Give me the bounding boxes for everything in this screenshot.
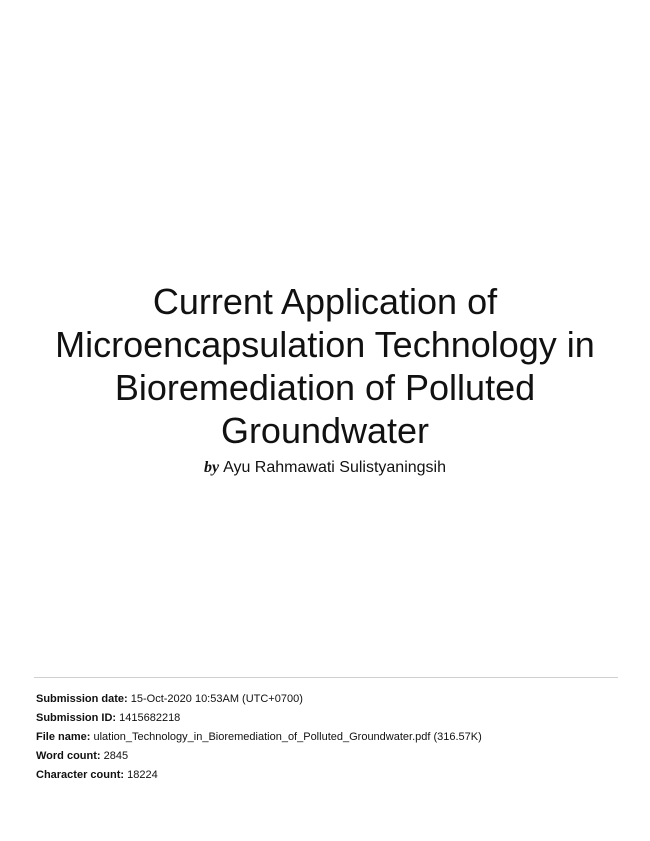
submission-date-value: 15-Oct-2020 10:53AM (UTC+0700) [130, 693, 303, 705]
character-count-label: Character count: [36, 769, 125, 781]
file-name-label: File name: [36, 731, 91, 743]
submission-id-label: Submission ID: [36, 712, 117, 724]
submission-id-value: 1415682218 [119, 712, 181, 724]
submission-date-label: Submission date: [36, 693, 128, 705]
word-count-row [36, 747, 482, 766]
word-count-label: Word count: [36, 750, 101, 762]
byline-prefix: by [203, 459, 220, 476]
title-block [30, 280, 620, 478]
divider [34, 677, 618, 678]
submission-id-row [36, 709, 482, 728]
submission-date-row [36, 690, 482, 709]
character-count-row [36, 766, 482, 785]
document-title: Current Application of Microencapsulation Technology in Bioremediation of Polluted Groundwater [55, 281, 595, 451]
submission-info [36, 690, 482, 785]
author-name: Ayu Rahmawati Sulistyaningsih [223, 459, 447, 476]
character-count-value: 18224 [127, 769, 158, 781]
file-name-value: ulation_Technology_in_Bioremediation_of_Polluted_Groundwater.pdf (316.57K) [93, 731, 482, 743]
file-name-row [36, 728, 482, 747]
byline [30, 458, 620, 478]
word-count-value: 2845 [103, 750, 129, 762]
